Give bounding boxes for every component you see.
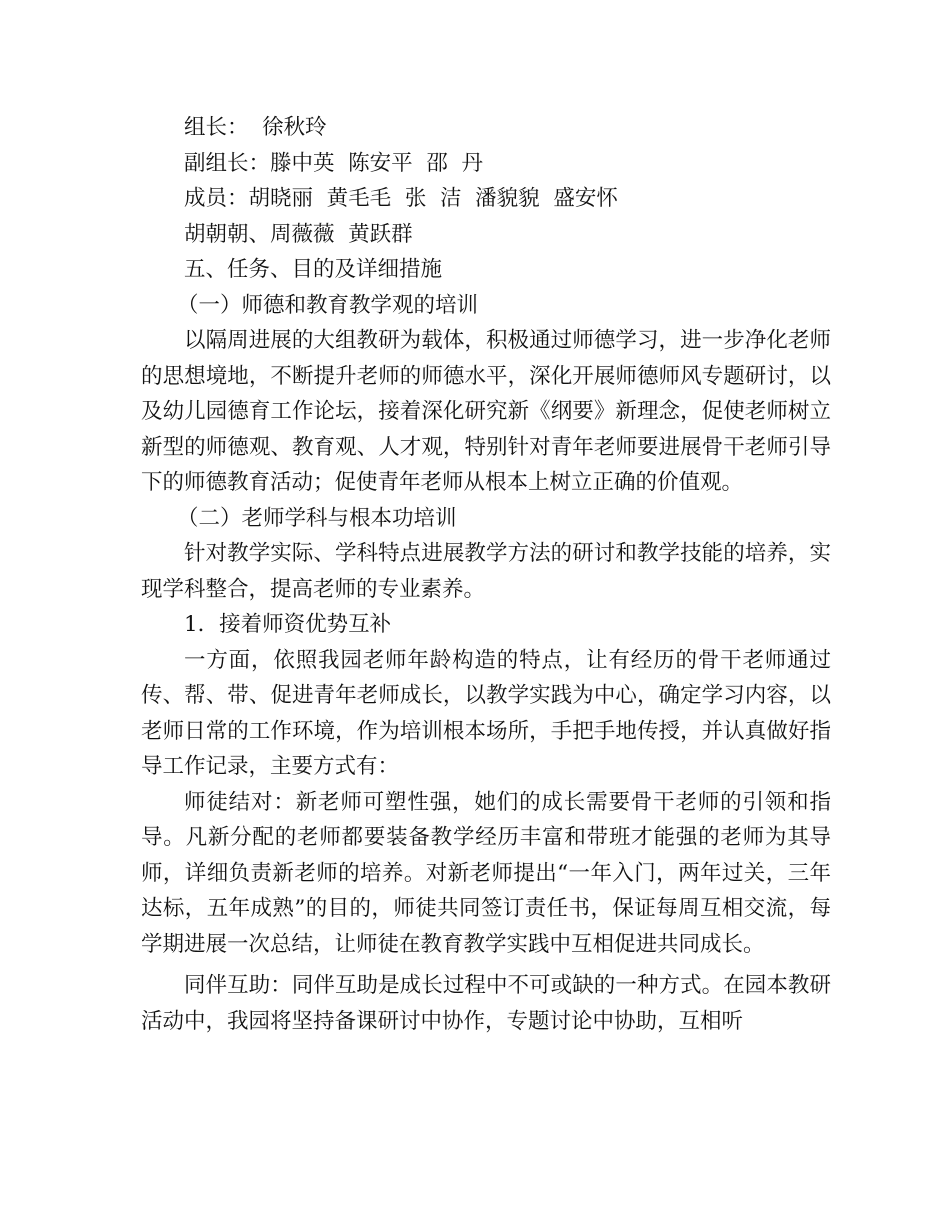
paragraph-subject-training: 针对教学实际、学科特点进展教学方法的研讨和教学技能的培养，实现学科整合，提高老师的专业素养。 [141, 541, 831, 602]
paragraph-peer-support: 同伴互助：同伴互助是成长过程中不可或缺的一种方式。在园本教研活动中，我园将坚持备课研讨中协作，专题讨论中协助，互相听 [141, 973, 831, 1034]
members-line-2: 胡朝朝、周薇薇 黄跃群 [184, 221, 413, 247]
deputy-leader-line: 副组长：滕中英 陈安平 邵 丹 [184, 150, 484, 176]
paragraph-advantage-complement: 一方面，依照我园老师年龄构造的特点，让有经历的骨干老师通过传、帮、带、促进青年老师成长，以教学实践为中心，确定学习内容，以老师日常的工作环境，作为培训根本场所，手把手地传授，并认真做好指导工作记录，主要方式有： [141, 647, 831, 779]
leader-line: 组长： 徐秋玲 [184, 115, 327, 140]
paragraph-mentoring: 师徒结对：新老师可塑性强，她们的成长需要骨干老师的引领和指导。凡新分配的老师都要装备教学经历丰富和带班才能强的老师为其导师，详细负责新老师的培养。对新老师提出“一年入门，两年过关，三年达标，五年成熟”的目的，师徒共同签订责任书，保证每周互相交流，每学期进展一次总结，让师徒在教育教学实践中互相促进共同成长。 [141, 789, 831, 957]
subsection-heading-2: （二）老师学科与根本功培训 [177, 505, 457, 531]
section-heading-5: 五、任务、目的及详细措施 [184, 257, 443, 282]
list-item-1: 1．接着师资优势互补 [184, 612, 392, 637]
document-body [141, 110, 831, 1039]
members-line-1: 成员：胡晓丽 黄毛毛 张 洁 潘貌貌 盛安怀 [184, 186, 618, 211]
subsection-heading-1: （一）师德和教育教学观的培训 [177, 292, 479, 318]
paragraph-ethics-training: 以隔周进展的大组教研为载体，积极通过师德学习，进一步净化老师的思想境地，不断提升老师的师德水平，深化开展师德师风专题研讨，以及幼儿园德育工作论坛，接着深化研究新《纲要》新理念，促使老师树立新型的师德观、教育观、人才观，特别针对青年老师要进展骨干老师引导下的师德教育活动；促使青年老师从根本上树立正确的价值观。 [141, 328, 831, 495]
